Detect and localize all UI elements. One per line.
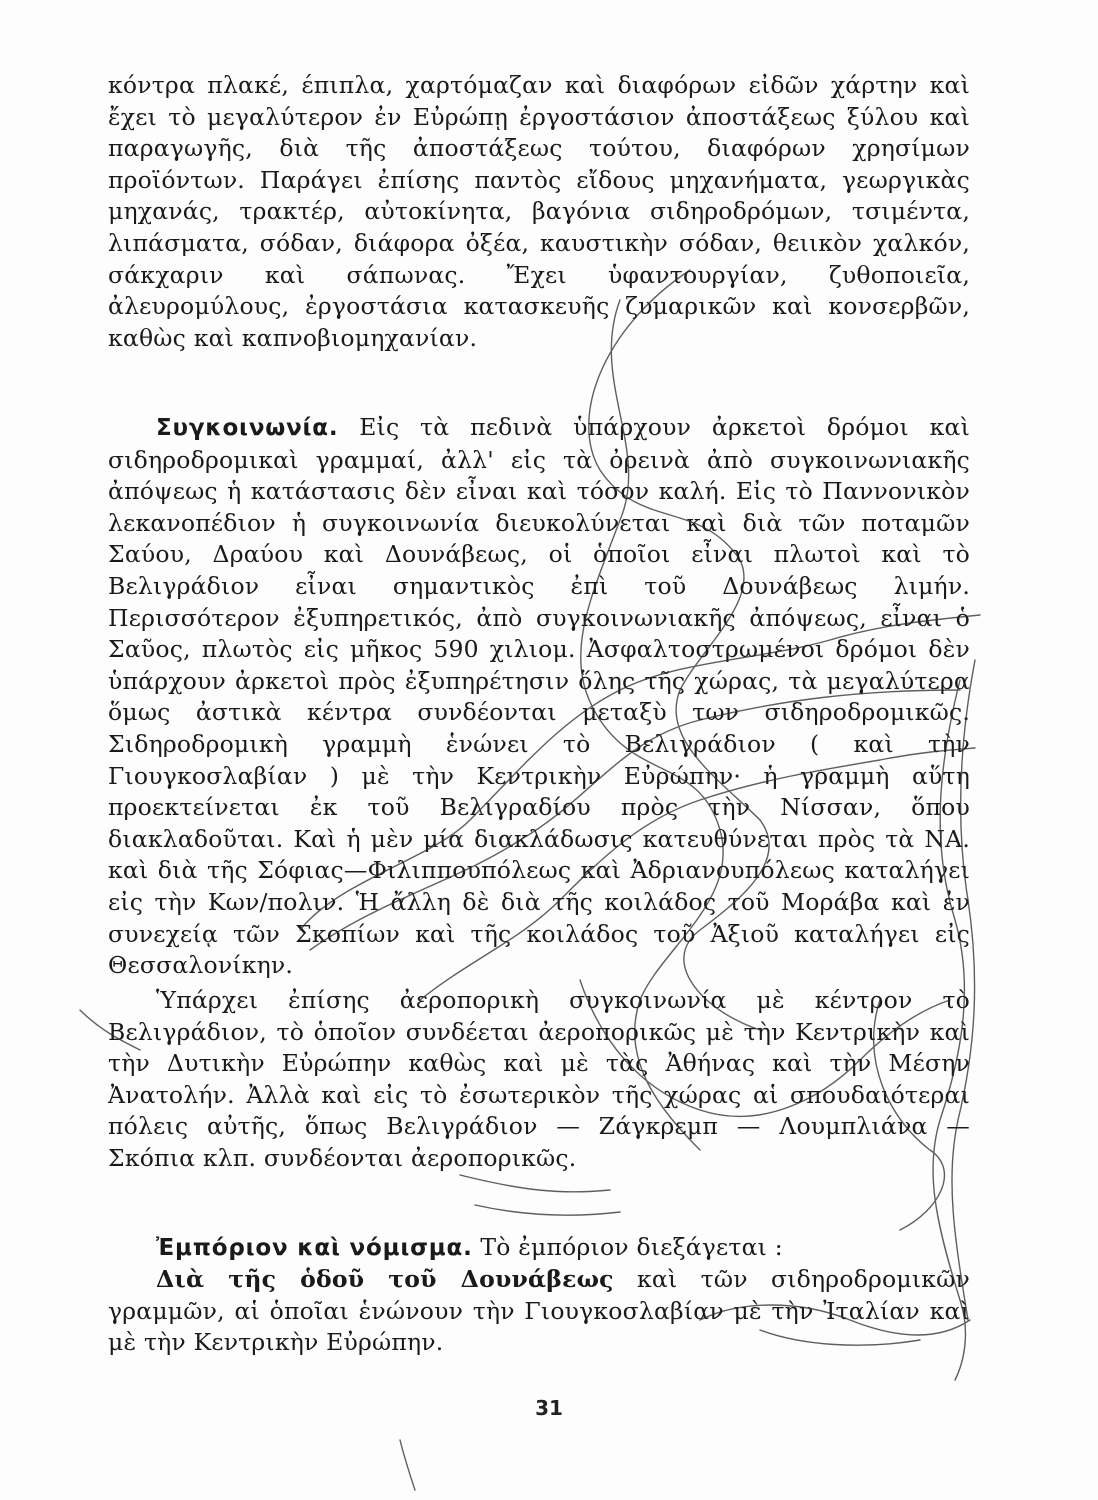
danube-section <box>108 1264 970 1359</box>
industry-text: κόντρα πλακέ, έπιπλα, χαρτόμαζαν καὶ διαφόρων εἰδῶν χάρτην καὶ ἔχει τὸ μεγαλύτερον ἐν Εὐρώπῃ ἐργοστάσιον ἀποστάξεως ξύλου καὶ παραγωγῆς, διὰ τῆς ἀποστάξεως τούτου, διαφόρων χρησίμων προϊόντων. Παράγει ἐπίσης παντὸς εἴδους μηχανήματα, γεωργικὰς μηχανάς, τρακτέρ, αὐτοκίνητα, βαγόνια σιδηροδρόμων, τσιμέντα, λιπάσματα, σόδαν, διάφορα ὀξέα, καυστικὴν σόδαν, θειικὸν χαλκόν, σάκχαριν καὶ σάπωνας. Ἔχει ὑφαντουργίαν, ζυθοποιεῖα, ἀλευρομύλους, ἐργοστάσια κατασκευῆς ζυμαρικῶν καὶ κονσερβῶν, καθὼς καὶ καπνοβιομηχανίαν. <box>108 71 970 352</box>
industry-paragraph <box>108 70 970 354</box>
communication-section <box>108 412 970 982</box>
trade-text: Τὸ ἐμπόριον διεξάγεται : <box>480 1233 783 1261</box>
danube-paragraph <box>108 1264 970 1359</box>
communication-paragraph <box>108 412 970 982</box>
danube-heading: Διὰ τῆς ὁδοῦ τοῦ Δουνάβεως <box>156 1265 614 1293</box>
air-text: Ὑπάρχει ἐπίσης ἀεροπορικὴ συγκοινωνία μὲ κέντρον τὸ Βελιγράδιον, τὸ ὁποῖον συνδέεται ἀεροπορικῶς μὲ τὴν Κεντρικὴν καὶ τὴν Δυτικὴν Εὐρώπην καθὼς καὶ μὲ τὰς Ἀθήνας καὶ τὴν Μέσην Ἀνατολήν. Ἀλλὰ καὶ εἰς τὸ ἐσωτερικὸν τῆς χώρας αἱ σπουδαιότεραι πόλεις αὐτῆς, ὅπως Βελιγράδιον — Ζάγκρεμπ — Λουμπλιάνα — Σκόπια κλπ. συνδέονται ἀεροπορικῶς. <box>108 986 970 1172</box>
danube-text: καὶ τῶν σιδηροδρομικῶν γραμμῶν, αἱ ὁποῖαι ἑνώνουν τὴν Γιουγκοσλαβίαν μὲ τὴν Ἰταλίαν καὶ μὲ τὴν Κεντρικὴν Εὐρώπην. <box>108 1265 970 1357</box>
communication-text: Εἰς τὰ πεδινὰ ὑπάρχουν ἀρκετοὶ δρόμοι καὶ σιδηροδρομικαὶ γραμμαί, ἀλλ' εἰς τὰ ὀρεινὰ ἀπὸ συγκοινωνιακῆς ἀπόψεως ἡ κατάστασις δὲν εἶναι καὶ τόσον καλή. Εἰς τὸ Παννονικὸν λεκανοπέδιον ἡ συγκοινωνία διευκολύνεται καὶ διὰ τῶν ποταμῶν Σαύου, Δραύου καὶ Δουνάβεως, οἱ ὁποῖοι εἶναι πλωτοὶ καὶ τὸ Βελιγράδιον εἶναι σημαντικὸς ἐπὶ τοῦ Δουνάβεως λιμήν. Περισσότερον ἐξυπηρετικός, ἀπὸ συγκοινωνιακῆς ἀπόψεως, εἶναι ὁ Σαῦος, πλωτὸς εἰς μῆκος 590 χιλιομ. Ἀσφαλτοστρωμένοι δρόμοι δὲν ὑπάρχουν ἀρκετοὶ πρὸς ἐξυπηρέτησιν ὅλης τῆς χώρας, τὰ μεγαλύτερα ὅμως ἀστικὰ κέντρα συνδέονται μεταξὺ των σιδηροδρομικῶς. Σιδηροδρομικὴ γραμμὴ ἑνώνει τὸ Βελιγράδιον ( καὶ τὴν Γιουγκοσλαβίαν ) μὲ τὴν Κεντρικὴν Εὐρώπην· ἡ γραμμὴ αὕτη προεκτείνεται ἐκ τοῦ Βελιγραδίου πρὸς τὴν Νίσσαν, ὅπου διακλαδοῦται. Καὶ ἡ μὲν μία διακλάδωσις κατευθύνεται πρὸς τὰ ΝΑ. καὶ διὰ τῆς Σόφιας—Φιλιππουπόλεως καὶ Ἀδριανουπόλεως καταλήγει εἰς τὴν Κων/πολιν. Ἡ ἄλλη δὲ διὰ τῆς κοιλάδος τοῦ Μοράβα καὶ ἐν συνεχείᾳ τῶν Σκοπίων καὶ τῆς κοιλάδος τοῦ Ἀξιοῦ καταλήγει εἰς Θεσσαλονίκην. <box>108 413 970 980</box>
trade-section <box>108 1232 970 1265</box>
air-section <box>108 985 970 1175</box>
page-number: 31 <box>535 1396 563 1420</box>
trade-heading: Ἐμπόριον καὶ νόμισμα. <box>156 1235 473 1261</box>
trade-paragraph <box>108 1232 970 1265</box>
communication-heading: Συγκοινωνία. <box>156 415 339 441</box>
